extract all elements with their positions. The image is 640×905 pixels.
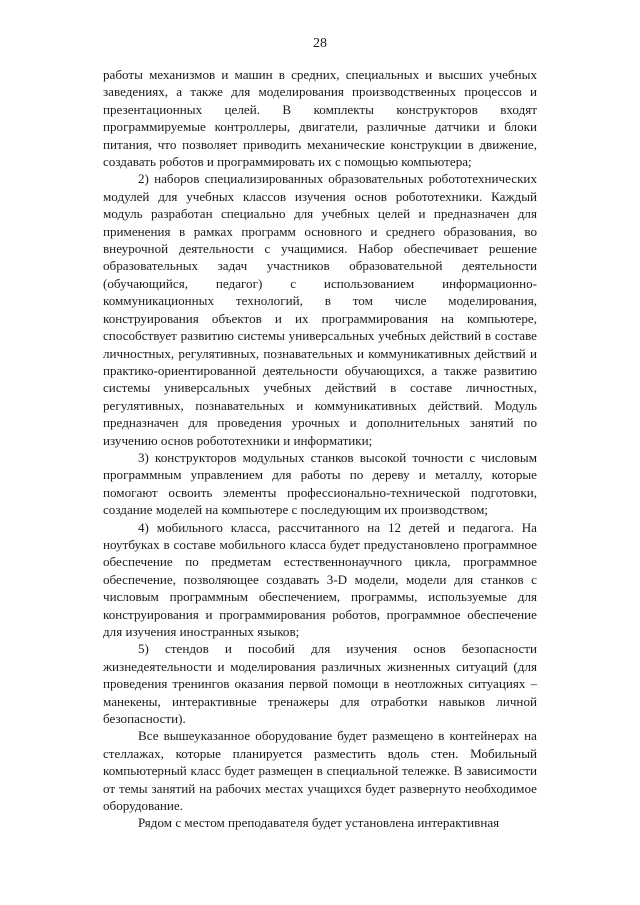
paragraph-2: 2) наборов специализированных образовательных робототехнических модулей для учебных классов изучения основ робототехники. Каждый модуль разработан специально для учебных целей и предназначен для применения в рамках программ основного и среднего образования, во внеурочной деятельности с учащимися. Набор обеспечивает решение образовательных задач участников образовательной деятельности (обучающийся, педагог) с использованием информационно-коммуникационных технологий, в том числе моделирования, конструирования объектов и их программирования на компьютере, способствует развитию системы универсальных учебных действий в составе личностных, регулятивных, познавательных и коммуникативных действий и практико-ориентированной деятельности обучающихся, а также развитию системы универсальных учебных действий в составе личностных, регулятивных, познавательных и коммуникативных действий. Модуль предназначен для проведения урочных и дополнительных занятий по изучению основ робототехники и информатики; — [103, 171, 537, 448]
paragraph-4: 4) мобильного класса, рассчитанного на 12 детей и педагога. На ноутбуках в составе мобильного класса будет предустановлено программное обеспечение по предметам естественнонаучного цикла, программное обеспечение, позволяющее создавать 3-D модели, модели для станков с числовым программным обеспечением, программы, используемые для конструирования и программирования роботов, программное обеспечение для изучения иностранных языков; — [103, 519, 537, 639]
paragraph-7: Рядом с местом преподавателя будет установлена интерактивная — [138, 815, 500, 831]
paragraph-1: работы механизмов и машин в средних, специальных и высших учебных заведениях, а также для моделирования производственных процессов и презентационных целей. В комплекты конструкторов входят программируемые контроллеры, двигатели, различные датчики и блоки питания, что позволяет приводить механические конструкции в движение, создавать роботов и программировать их с помощью компьютера; — [103, 67, 537, 170]
page-number: 28 — [313, 36, 327, 51]
document-body — [103, 66, 537, 832]
paragraph-3: 3) конструкторов модульных станков высокой точности с числовым программным управлением для работы по дереву и металлу, которые помогают освоить элементы профессионально-технической подготовки, создание моделей на компьютере с последующим их производством; — [103, 449, 537, 518]
paragraph-5: 5) стендов и пособий для изучения основ безопасности жизнедеятельности и моделирования различных жизненных ситуаций (для проведения тренингов оказания первой помощи в неотложных ситуациях – манекены, интерактивные тренажеры для отработки навыков личной безопасности). — [103, 641, 537, 727]
paragraph-6: Все вышеуказанное оборудование будет размещено в контейнерах на стеллажах, которые планируется разместить вдоль стен. Мобильный компьютерный класс будет размещен в специальной тележке. В зависимости от темы занятий на рабочих местах учащихся будет развернуто необходимое оборудование. — [103, 728, 537, 814]
